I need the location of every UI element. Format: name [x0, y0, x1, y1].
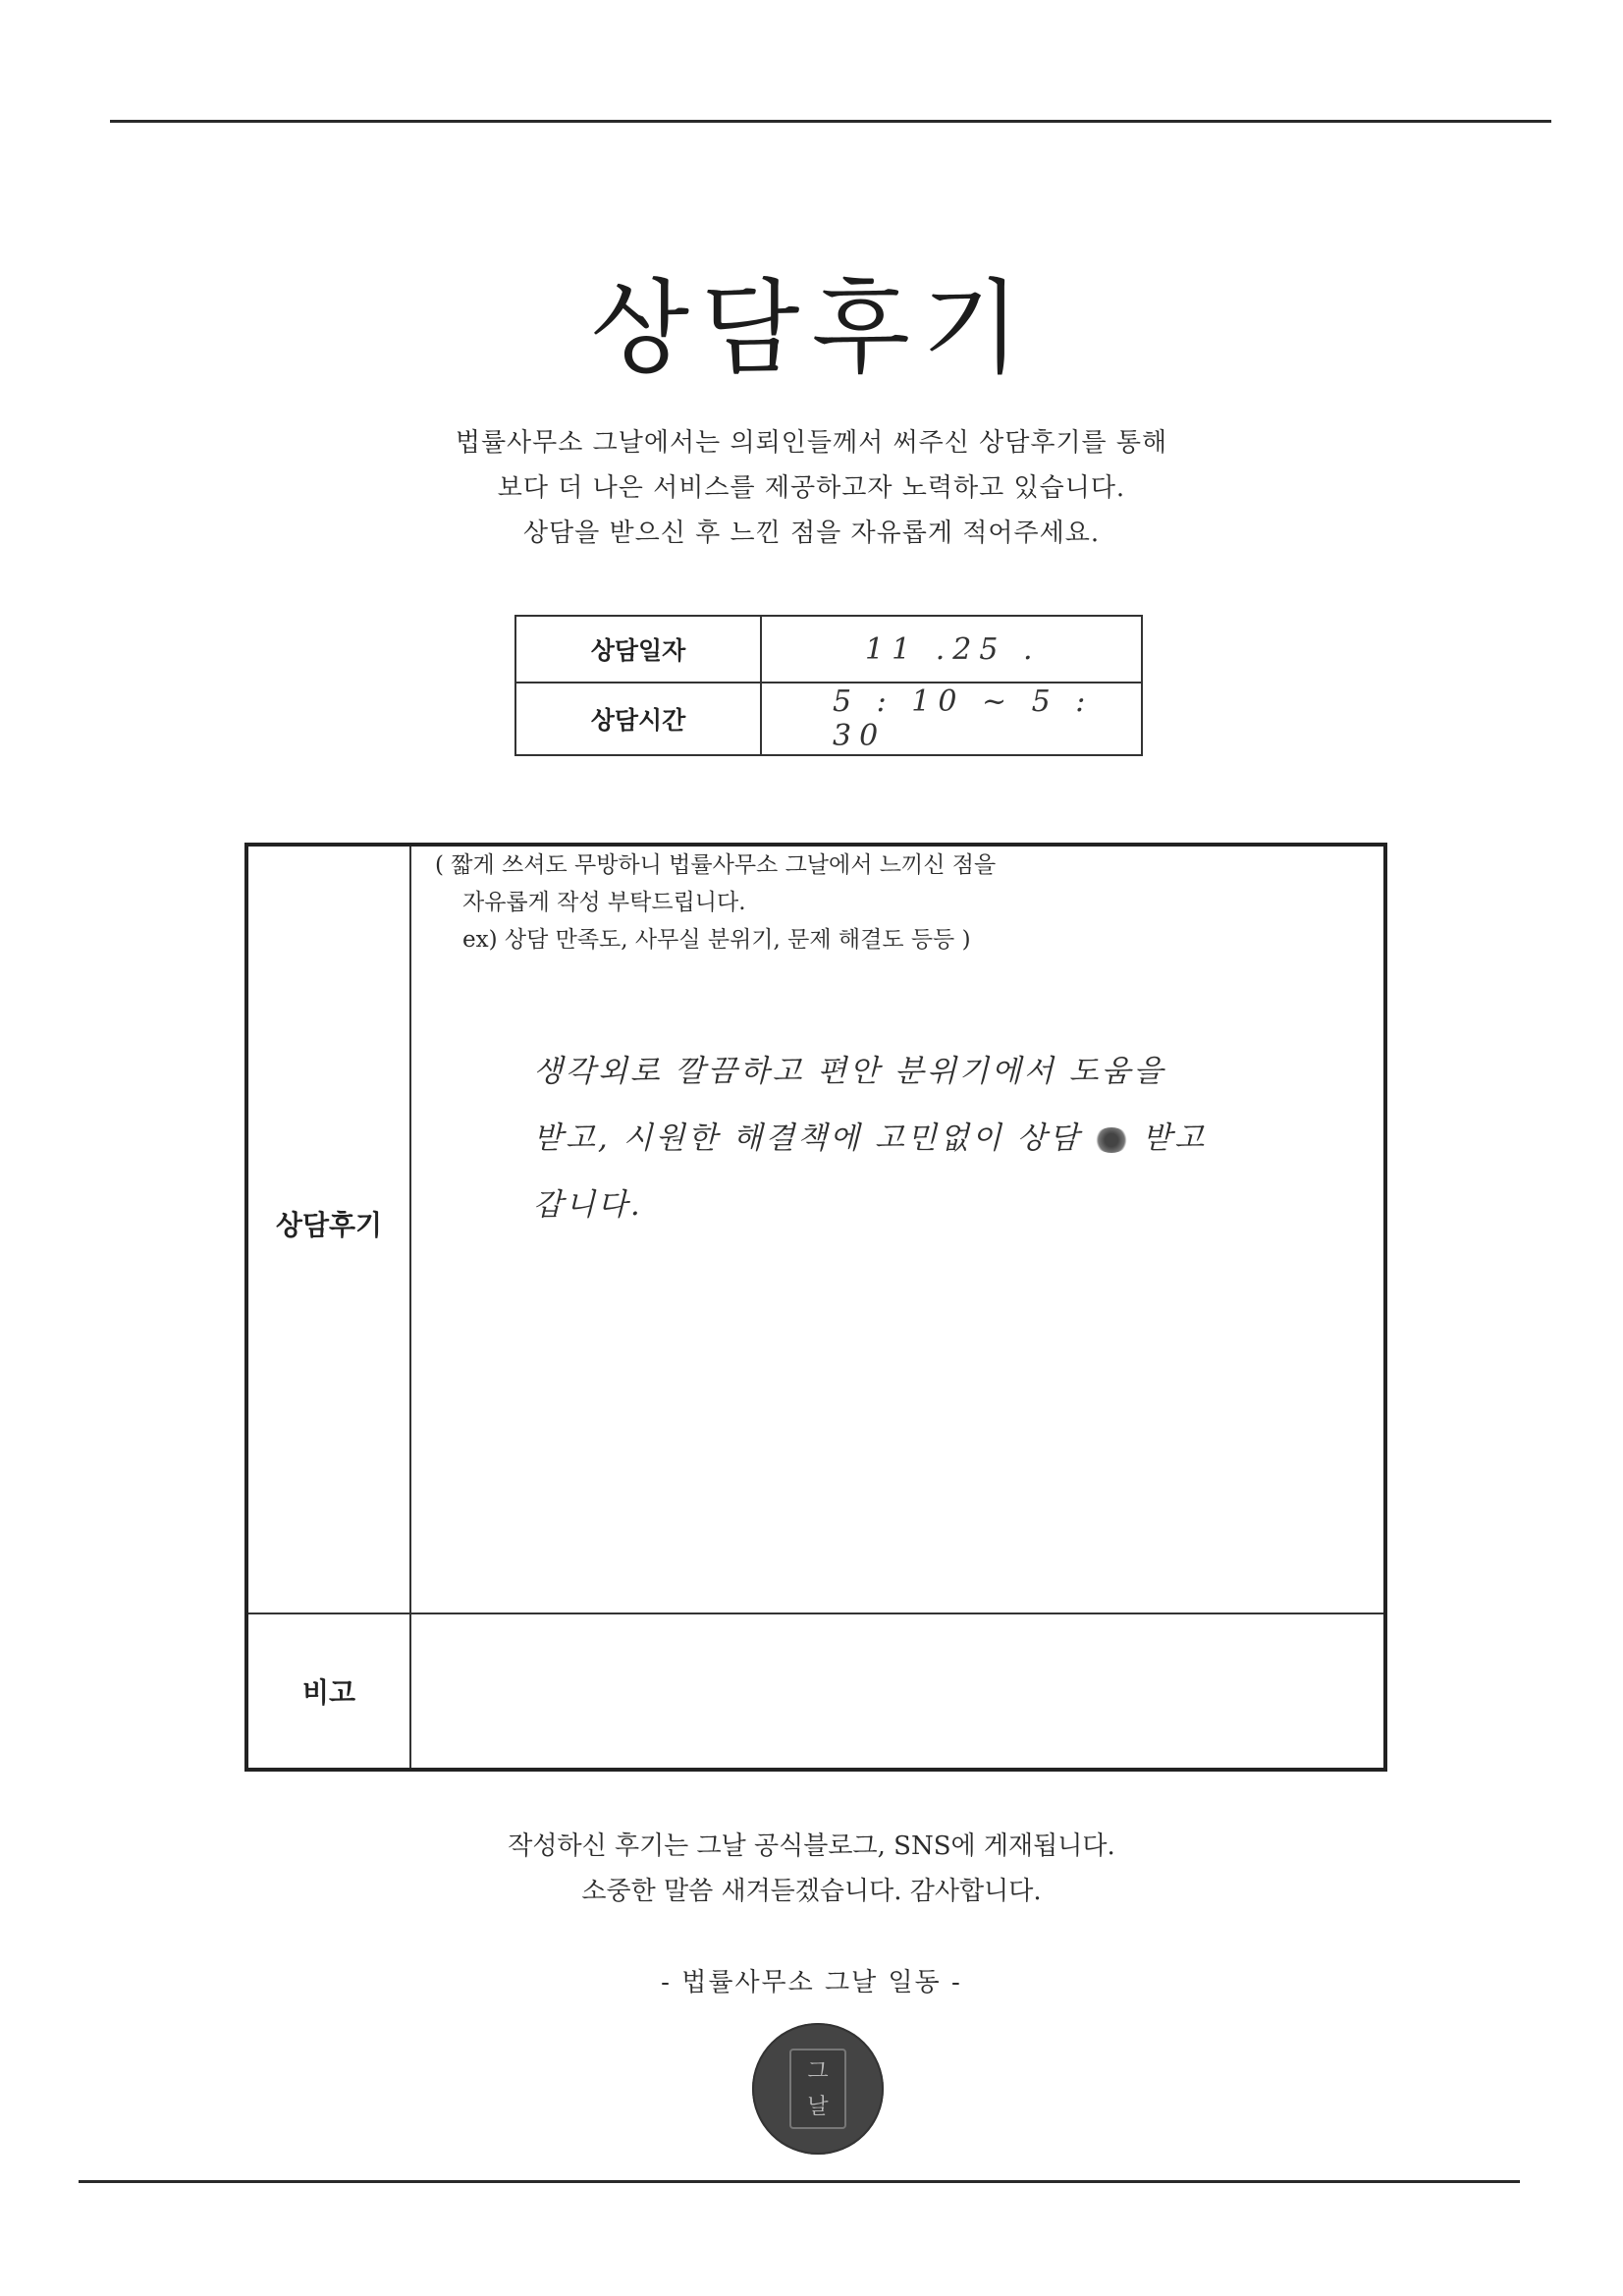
top-rule — [110, 120, 1551, 123]
handwritten-line-part: 받고, 시원한 해결책에 고민없이 상담 — [533, 1121, 1082, 1156]
bottom-rule — [79, 2180, 1520, 2183]
seal-text: 그 — [807, 2059, 829, 2084]
firm-seal-logo — [752, 2023, 884, 2155]
time-label: 상담시간 — [515, 683, 761, 755]
handwritten-line-part: 받고 — [1142, 1121, 1208, 1156]
label-column-divider — [409, 847, 411, 1768]
consultation-info-table — [514, 615, 1143, 756]
handwritten-line: 갑니다. — [533, 1187, 643, 1223]
note-label: 비고 — [301, 1676, 356, 1709]
handwritten-line — [533, 1105, 1338, 1172]
guide-line: ( 짧게 쓰셔도 무방하니 법률사무소 그날에서 느끼신 점을 — [435, 852, 997, 878]
date-label: 상담일자 — [515, 616, 761, 683]
intro-line: 보다 더 나은 서비스를 제공하고자 노력하고 있습니다. — [497, 473, 1126, 503]
review-label: 상담후기 — [275, 1209, 383, 1241]
seal-inner — [789, 2049, 846, 2129]
date-row — [515, 616, 1142, 683]
page-title: 상담후기 — [590, 268, 1033, 388]
seal-text: 날 — [807, 2095, 829, 2119]
review-guide — [435, 847, 1378, 958]
closing-line: 작성하신 후기는 그날 공식블로그, SNS에 게재됩니다. — [508, 1831, 1115, 1861]
signature: - 법률사무소 그날 일동 - — [661, 1968, 962, 1997]
scribble-mark — [1094, 1127, 1129, 1153]
intro-line: 상담을 받으신 후 느낀 점을 자유롭게 적어주세요. — [522, 519, 1101, 548]
time-row — [515, 683, 1142, 755]
intro-line: 법률사무소 그날에서는 의뢰인들께서 써주신 상담후기를 통해 — [455, 428, 1168, 458]
intro-text — [0, 420, 1623, 556]
review-handwritten-text[interactable] — [533, 1038, 1338, 1238]
closing-line: 소중한 말씀 새겨듣겠습니다. 감사합니다. — [581, 1877, 1042, 1906]
row-divider — [248, 1613, 1383, 1614]
guide-line: ex) 상담 만족도, 사무실 분위기, 문제 해결도 등등 ) — [462, 927, 971, 953]
date-value[interactable]: 11 .25 . — [761, 616, 1142, 683]
time-value[interactable]: 5 : 10 ~ 5 : 30 — [761, 683, 1142, 755]
guide-line: 자유롭게 작성 부탁드립니다. — [462, 890, 746, 915]
review-box — [244, 843, 1387, 1772]
handwritten-line: 생각외로 깔끔하고 편안 분위기에서 도움을 — [533, 1054, 1166, 1089]
closing-text — [0, 1824, 1623, 1914]
